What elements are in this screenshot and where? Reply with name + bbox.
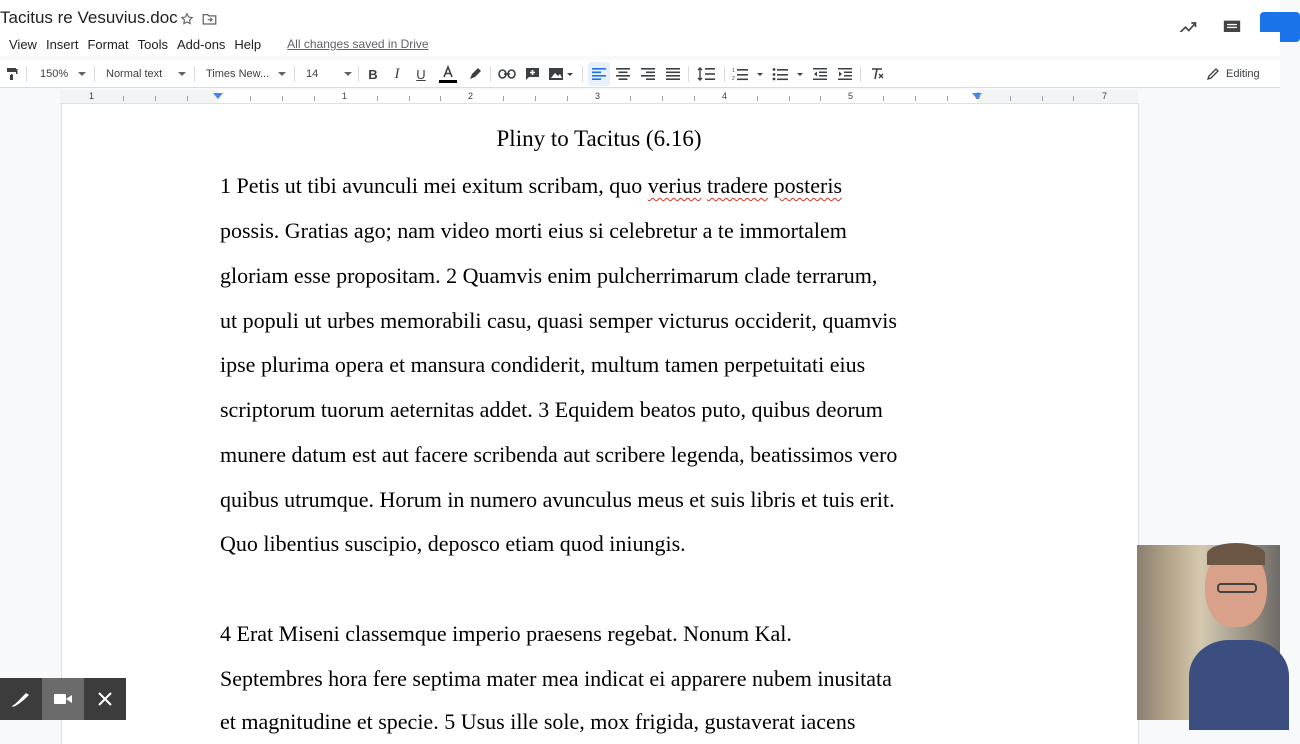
- misspelled-word[interactable]: tradere: [707, 173, 769, 198]
- insert-comment-icon[interactable]: [522, 62, 542, 86]
- text-line: scriptorum tuorum aeternitas addet. 3 Equidem beatos puto, quibus deorum: [220, 397, 883, 422]
- text-line: ipse plurima opera et mansura condiderit, multum tamen perpetuitati eius: [220, 352, 866, 377]
- formatting-toolbar: [0, 60, 1280, 88]
- paint-format-icon[interactable]: [4, 62, 20, 86]
- text-line: 1 Petis ut tibi avunculi mei exitum scribam, quo verius tradere posteris: [220, 173, 843, 198]
- italic-icon[interactable]: I: [394, 65, 400, 82]
- misspelled-word[interactable]: posteris: [773, 173, 843, 198]
- menu-format[interactable]: Format: [87, 36, 129, 52]
- ruler-number: 3: [595, 91, 601, 101]
- webcam-overlay: [1137, 545, 1280, 720]
- editing-mode-button[interactable]: [1206, 62, 1260, 86]
- align-left-icon[interactable]: [588, 62, 610, 86]
- ruler-number: 4: [722, 91, 728, 101]
- zoom-select[interactable]: [34, 62, 88, 86]
- ruler-number: 1: [89, 91, 95, 101]
- font-size-value: 14: [306, 68, 319, 80]
- document-title[interactable]: Tacitus re Vesuvius.doc: [0, 8, 178, 27]
- increase-indent-icon[interactable]: [835, 62, 855, 86]
- menu-help[interactable]: Help: [234, 36, 262, 52]
- text-line: Septembres hora fere septima mater mea indicat ei apparere nubem inusitata: [220, 666, 892, 691]
- text-line: possis. Gratias ago; nam video morti eius si celebretur a te immortalem: [220, 218, 847, 243]
- ruler-number: 1: [342, 91, 348, 101]
- font-size-select[interactable]: [300, 62, 354, 86]
- numbered-list-icon[interactable]: [730, 62, 766, 86]
- text-line: et magnitudine et specie. 5 Usus ille sole, mox frigida, gustaverat iacens: [220, 709, 856, 734]
- ruler-number: 2: [468, 91, 474, 101]
- zoom-value: 150%: [40, 68, 69, 80]
- text-line: Quo libentius suscipio, deposco etiam quod iniungis.: [220, 531, 686, 556]
- title-bar: [0, 0, 1280, 36]
- ruler-number: 7: [1102, 91, 1108, 101]
- insert-link-icon[interactable]: [496, 62, 518, 86]
- text-line: munere datum est aut facere scribenda aut scribere legenda, beatissimos vero: [220, 442, 898, 467]
- menu-tools[interactable]: Tools: [137, 36, 168, 52]
- ruler-number: 5: [848, 91, 854, 101]
- paragraph-style-select[interactable]: [100, 62, 188, 86]
- close-icon[interactable]: [84, 678, 126, 720]
- camera-toggle-icon[interactable]: [42, 678, 84, 720]
- ruler-number: 6: [975, 91, 981, 101]
- misspelled-word[interactable]: verius: [647, 173, 702, 198]
- document-page[interactable]: [62, 104, 1138, 744]
- editing-mode-label: Editing: [1226, 68, 1260, 80]
- save-status-link[interactable]: All changes saved in Drive: [287, 37, 429, 51]
- svg-text:1: 1: [732, 68, 735, 74]
- line-spacing-icon[interactable]: [694, 62, 718, 86]
- menu-view[interactable]: View: [9, 36, 37, 52]
- star-icon[interactable]: [178, 10, 196, 28]
- menu-bar: [0, 32, 1280, 56]
- svg-text:2: 2: [732, 76, 735, 82]
- highlight-color-icon[interactable]: [465, 62, 485, 86]
- horizontal-ruler[interactable]: [60, 90, 1138, 104]
- menu-insert[interactable]: Insert: [45, 36, 79, 52]
- pen-tool-icon[interactable]: [0, 678, 42, 720]
- right-indent-marker[interactable]: [972, 93, 982, 99]
- recording-controls: [0, 678, 126, 720]
- text-color-icon[interactable]: [437, 62, 459, 86]
- decrease-indent-icon[interactable]: [810, 62, 830, 86]
- bulleted-list-icon[interactable]: [770, 62, 806, 86]
- font-family-value: Times New...: [206, 68, 270, 80]
- text-line: quibus utrumque. Horum in numero avunculus meus et suis libris et tuis erit.: [220, 487, 895, 512]
- document-heading: Pliny to Tacitus (6.16): [496, 126, 702, 151]
- text-line: 4 Erat Miseni classemque imperio praesens regebat. Nonum Kal.: [220, 621, 792, 646]
- folder-move-icon[interactable]: [200, 10, 218, 28]
- font-family-select[interactable]: [200, 62, 288, 86]
- text-line: gloriam esse propositam. 2 Quamvis enim pulcherrimarum clade terrarum,: [220, 263, 878, 288]
- align-right-icon[interactable]: [638, 62, 658, 86]
- pencil-icon: [1206, 67, 1220, 81]
- clear-formatting-icon[interactable]: [867, 62, 887, 86]
- bold-icon[interactable]: B: [368, 66, 378, 82]
- paragraph-style-value: Normal text: [106, 68, 163, 80]
- text-line: ut populi ut urbes memorabili casu, quasi semper victurus occiderit, quamvis: [220, 308, 897, 333]
- menu-addons[interactable]: Add-ons: [177, 36, 226, 52]
- align-justify-icon[interactable]: [663, 62, 683, 86]
- left-indent-marker[interactable]: [213, 93, 223, 99]
- underline-icon[interactable]: U: [416, 66, 426, 82]
- insert-image-icon[interactable]: [546, 62, 576, 86]
- align-center-icon[interactable]: [613, 62, 633, 86]
